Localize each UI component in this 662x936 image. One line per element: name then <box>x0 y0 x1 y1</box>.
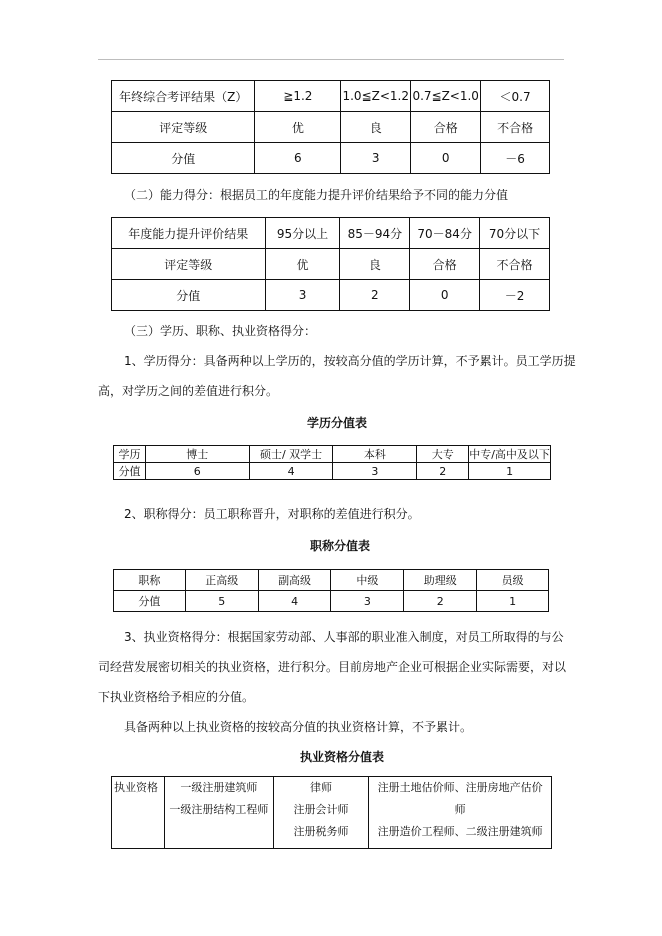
table-row <box>114 446 551 463</box>
section3-heading: （三）学历、职称、执业资格得分： <box>124 324 317 338</box>
table-cell: 0.7≦Z<1.0 <box>411 81 481 112</box>
table-cell: 正高级 <box>185 570 258 591</box>
table-cell: 分值 <box>112 143 255 174</box>
education-paragraph-line2: 高，对学历之间的差值进行积分。 <box>98 384 279 398</box>
list-item: 注册造价工程师、二级注册建筑师 <box>377 825 543 838</box>
table-row <box>112 249 550 280</box>
table-row <box>114 570 549 591</box>
table-cell: －6 <box>481 143 550 174</box>
table-cell: 硕士/ 双学士 <box>249 446 333 463</box>
table-cell: 3 <box>331 591 404 612</box>
table-row <box>112 143 550 174</box>
list-item: 注册会计师 <box>293 803 349 816</box>
table-cell <box>164 777 273 849</box>
table-cell: 本科 <box>333 446 417 463</box>
table-cell: －2 <box>480 280 550 311</box>
table-cell <box>273 777 368 849</box>
table-cell: 员级 <box>477 570 549 591</box>
table-cell: 95分以上 <box>265 218 340 249</box>
table-cell: 2 <box>404 591 477 612</box>
table-cell: 6 <box>145 463 249 480</box>
qualification-table-caption: 执业资格分值表 <box>300 750 385 764</box>
table-cell: 1 <box>477 591 549 612</box>
section2-heading: （二）能力得分：根据员工的年度能力提升评价结果给予不同的能力分值 <box>124 188 509 202</box>
table-cell: 合格 <box>411 112 481 143</box>
table-cell: 1 <box>469 463 551 480</box>
list-item: 一级注册结构工程师 <box>169 803 269 816</box>
title-table-caption: 职称分值表 <box>310 539 371 553</box>
table-row <box>112 112 550 143</box>
table-cell: 优 <box>265 249 340 280</box>
education-score-table <box>113 445 551 480</box>
qualification-label: 执业资格 <box>114 781 158 794</box>
table-cell: 职称 <box>114 570 186 591</box>
table-row <box>112 218 550 249</box>
title-paragraph: 2、职称得分：员工职称晋升，对职称的差值进行积分。 <box>124 507 420 521</box>
table-cell: 学历 <box>114 446 146 463</box>
table-cell: 分值 <box>114 591 186 612</box>
table-cell: 85－94分 <box>340 218 410 249</box>
table-cell: 3 <box>341 143 411 174</box>
table-cell: 4 <box>258 591 331 612</box>
table-cell: 大专 <box>417 446 469 463</box>
table-row <box>114 591 549 612</box>
table-cell: 2 <box>417 463 469 480</box>
table-cell: 评定等级 <box>112 112 255 143</box>
ability-evaluation-table <box>111 217 550 311</box>
table-row <box>112 81 550 112</box>
list-item: 律师 <box>310 781 332 794</box>
table-cell: 4 <box>249 463 333 480</box>
table-cell: 中专/高中及以下 <box>469 446 551 463</box>
qualification-paragraph-line3: 下执业资格给予相应的分值。 <box>98 690 255 704</box>
table-cell: 5 <box>185 591 258 612</box>
qualification-paragraph-line2: 司经营发展密切相关的执业资格，进行积分。目前房地产企业可根据企业实际需要，对以 <box>98 660 567 674</box>
list-item: 注册税务师 <box>293 825 349 838</box>
table-cell: 3 <box>333 463 417 480</box>
list-item: 注册土地估价师、注册房地产估价 <box>377 781 543 794</box>
table-cell: 6 <box>255 143 341 174</box>
table-cell: 优 <box>255 112 341 143</box>
table-cell: 不合格 <box>480 249 550 280</box>
education-paragraph-line1: 1、学历得分：具备两种以上学历的，按较高分值的学历计算，不予累计。员工学历提 <box>124 354 576 368</box>
table-cell: 70分以下 <box>480 218 550 249</box>
table-cell: 不合格 <box>481 112 550 143</box>
table-cell: 良 <box>341 112 411 143</box>
table-cell <box>369 777 552 849</box>
table-cell: 良 <box>340 249 410 280</box>
table-cell: 分值 <box>112 280 266 311</box>
table-cell: 评定等级 <box>112 249 266 280</box>
table-cell: 0 <box>411 143 481 174</box>
education-table-caption: 学历分值表 <box>307 416 368 430</box>
table-cell: 年度能力提升评价结果 <box>112 218 266 249</box>
qualification-paragraph-line4: 具备两种以上执业资格的按较高分值的执业资格计算，不予累计。 <box>124 720 473 734</box>
table-cell: 博士 <box>145 446 249 463</box>
qualification-score-table <box>111 776 552 849</box>
list-item: 师 <box>454 803 466 816</box>
table-cell: 70－84分 <box>410 218 480 249</box>
table-cell: 助理级 <box>404 570 477 591</box>
table-cell: ＜0.7 <box>481 81 550 112</box>
table-cell: ≧1.2 <box>255 81 341 112</box>
table-cell: 0 <box>410 280 480 311</box>
title-score-table <box>113 569 549 612</box>
table-row <box>112 777 552 849</box>
table-cell: 分值 <box>114 463 146 480</box>
table-row <box>112 280 550 311</box>
table-cell: 1.0≦Z<1.2 <box>341 81 411 112</box>
table-cell: 合格 <box>410 249 480 280</box>
annual-evaluation-table <box>111 80 550 174</box>
table-cell: 3 <box>265 280 340 311</box>
list-item: 一级注册建筑师 <box>180 781 258 794</box>
table-cell: 2 <box>340 280 410 311</box>
table-cell: 副高级 <box>258 570 331 591</box>
qualification-paragraph-line1: 3、执业资格得分：根据国家劳动部、人事部的职业准入制度，对员工所取得的与公 <box>124 630 564 644</box>
table-cell: 年终综合考评结果（Z） <box>112 81 255 112</box>
table-cell: 中级 <box>331 570 404 591</box>
header-rule <box>98 59 564 60</box>
table-cell <box>112 777 165 849</box>
table-row <box>114 463 551 480</box>
